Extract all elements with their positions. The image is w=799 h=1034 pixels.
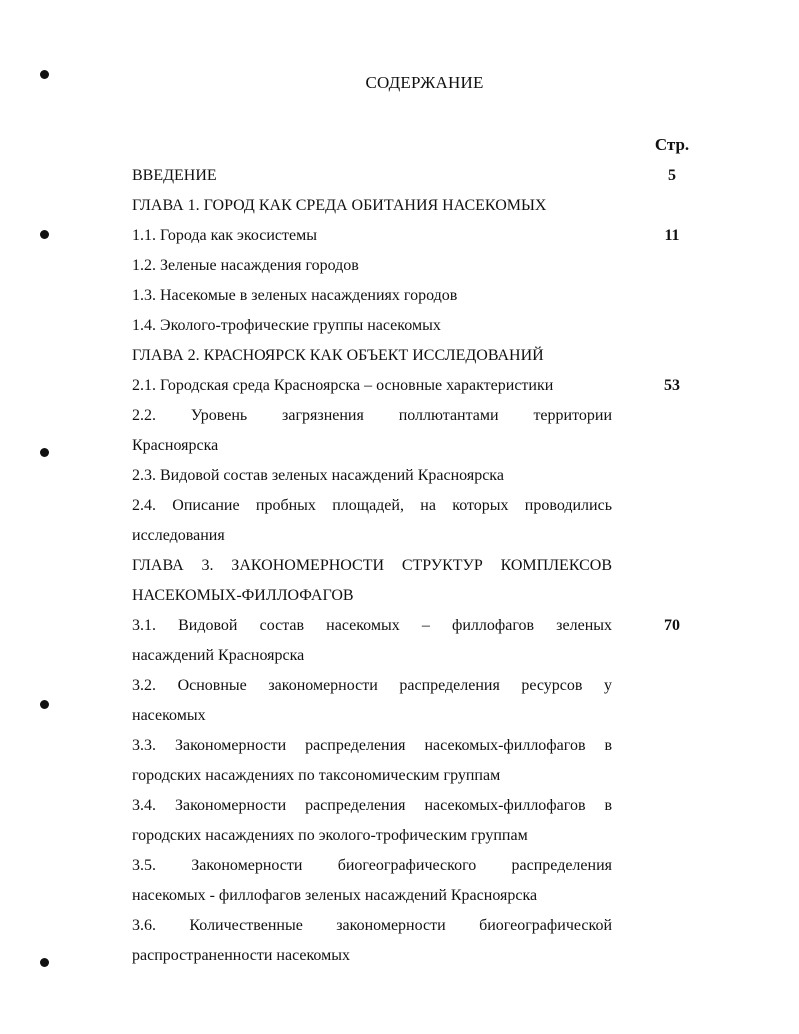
toc-entry-title-line-2: НАСЕКОМЫХ-ФИЛЛОФАГОВ (132, 587, 354, 604)
toc-entry-title-line-2: распространенности насекомых (132, 947, 350, 964)
toc-entry-title-line-1: 2.2. Уровень загрязнения поллютантами территории (132, 407, 612, 424)
toc-entry (132, 311, 692, 341)
toc-entry-title: 2.3. Видовой состав зеленых насаждений Красноярска (132, 467, 504, 484)
toc-entry-page: 53 (664, 377, 680, 394)
toc-entry-title: 1.4. Эколого-трофические группы насекомых (132, 317, 441, 334)
toc-entry-title-line-2: насекомых - филлофагов зеленых насаждений Красноярска (132, 887, 538, 904)
toc-entry (132, 221, 692, 251)
toc-entry-title (132, 551, 612, 611)
punch-hole-5 (40, 958, 49, 967)
toc-entry (132, 551, 692, 611)
toc-entry-page: 11 (664, 227, 680, 244)
toc-entry (132, 191, 692, 221)
toc-entry (132, 851, 692, 911)
toc-entry-title-line-1: 3.3. Закономерности распределения насекомых-филлофагов в (132, 737, 612, 754)
toc-entry-page: 70 (664, 617, 680, 634)
toc-entry-title: 1.3. Насекомые в зеленых насаждениях городов (132, 287, 458, 304)
toc-entry-title: ГЛАВА 1. ГОРОД КАК СРЕДА ОБИТАНИЯ НАСЕКОМЫХ (132, 197, 547, 214)
toc-entry-title-line-2: Красноярска (132, 437, 219, 454)
toc-entry-title (132, 401, 612, 461)
toc-entry (132, 671, 692, 731)
toc-entry-page: 5 (668, 167, 676, 184)
toc-entry-title-line-1: 3.6. Количественные закономерности биогеографической (132, 917, 612, 934)
toc-entry-title-line-1: 3.1. Видовой состав насекомых – филлофагов зеленых (132, 617, 612, 634)
toc-entry-title-line-2: исследования (132, 527, 225, 544)
toc-entry (132, 731, 692, 791)
table-of-contents (132, 161, 692, 971)
page-title: СОДЕРЖАНИЕ (365, 73, 484, 92)
toc-entry-title (132, 791, 612, 851)
toc-entry-title: ВВЕДЕНИЕ (132, 167, 217, 184)
toc-entry (132, 611, 692, 671)
toc-entry-title: 1.2. Зеленые насаждения городов (132, 257, 359, 274)
toc-entry-title (132, 731, 612, 791)
toc-entry-title: ГЛАВА 2. КРАСНОЯРСК КАК ОБЪЕКТ ИССЛЕДОВАНИЙ (132, 347, 544, 364)
toc-entry (132, 371, 692, 401)
toc-entry-title: 2.1. Городская среда Красноярска – основные характеристики (132, 377, 554, 394)
toc-entry (132, 161, 692, 191)
punch-hole-2 (40, 230, 49, 239)
toc-entry-title (132, 611, 612, 671)
toc-entry-title (132, 671, 612, 731)
toc-entry (132, 281, 692, 311)
toc-entry-title-line-2: насаждений Красноярска (132, 647, 305, 664)
toc-entry (132, 461, 692, 491)
toc-entry (132, 341, 692, 371)
punch-hole-3 (40, 448, 49, 457)
toc-entry-title-line-1: 3.5. Закономерности биогеографического распределения (132, 857, 612, 874)
toc-entry-title-line-1: 3.4. Закономерности распределения насекомых-филлофагов в (132, 797, 612, 814)
toc-entry-title: 1.1. Города как экосистемы (132, 227, 317, 244)
toc-entry (132, 401, 692, 461)
page-column-header: Стр. (654, 135, 690, 154)
toc-entry (132, 251, 692, 281)
toc-entry (132, 791, 692, 851)
toc-entry-title-line-2: городских насаждениях по эколого-трофическим группам (132, 827, 528, 844)
toc-entry-title-line-1: 2.4. Описание пробных площадей, на которых проводились (132, 497, 612, 514)
toc-entry-title-line-2: насекомых (132, 707, 206, 724)
toc-entry (132, 491, 692, 551)
toc-entry-title (132, 491, 612, 551)
toc-entry-title (132, 851, 612, 911)
toc-entry-title-line-1: ГЛАВА 3. ЗАКОНОМЕРНОСТИ СТРУКТУР КОМПЛЕКСОВ (132, 557, 612, 574)
toc-entry-title-line-1: 3.2. Основные закономерности распределения ресурсов у (132, 677, 612, 694)
punch-hole-4 (40, 700, 49, 709)
toc-entry-title-line-2: городских насаждениях по таксономическим группам (132, 767, 501, 784)
toc-entry (132, 911, 692, 971)
toc-entry-title (132, 911, 612, 971)
